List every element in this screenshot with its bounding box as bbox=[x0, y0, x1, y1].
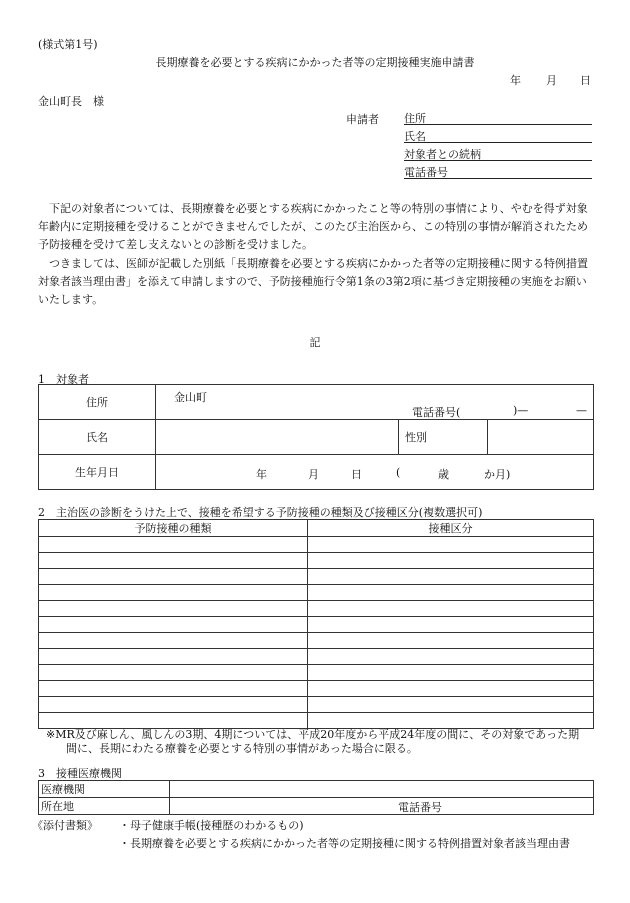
vaccine-category-cell[interactable] bbox=[308, 665, 594, 681]
vaccine-category-cell[interactable] bbox=[308, 633, 594, 649]
attachment-item: ・長期療養を必要とする疾病にかかった者等の定期接種に関する特例措置対象者該当理由書 bbox=[119, 837, 570, 850]
date-year-label: 年 bbox=[510, 74, 521, 87]
form-number: (様式第1号) bbox=[38, 38, 98, 51]
institution-value-cell[interactable] bbox=[170, 781, 594, 798]
vaccine-type-cell[interactable] bbox=[39, 681, 308, 697]
attachment-item: ・母子健康手帳(接種歴のわかるもの) bbox=[119, 819, 304, 832]
section3-heading: 3 接種医療機関 bbox=[38, 767, 122, 780]
applicant-label: 申請者 bbox=[346, 113, 379, 126]
section1-heading: 1 対象者 bbox=[38, 373, 89, 386]
vaccine-category-cell[interactable] bbox=[308, 681, 594, 697]
date-day-label: 日 bbox=[580, 74, 591, 87]
ki-heading: 記 bbox=[309, 336, 321, 349]
vaccine-note-line-1: ※MR及び麻しん、風しんの3期、4期については、平成20年度から平成24年度の間に、その対象であった期 bbox=[46, 728, 580, 741]
vaccine-category-cell[interactable] bbox=[308, 585, 594, 601]
addressee: 金山町長 様 bbox=[38, 95, 104, 108]
dob-months: か月) bbox=[484, 468, 511, 481]
vaccine-category-cell[interactable] bbox=[308, 617, 594, 633]
attachments-label: 《添付書類》 bbox=[32, 819, 98, 832]
vaccine-type-cell[interactable] bbox=[39, 585, 308, 601]
name-value-cell[interactable] bbox=[156, 420, 399, 455]
vaccine-type-cell[interactable] bbox=[39, 537, 308, 553]
section2-heading: 2 主治医の診断をうけた上で、接種を希望する予防接種の種類及び接種区分(複数選択可) bbox=[38, 506, 483, 519]
dob-open-paren: ( bbox=[396, 466, 401, 479]
vaccine-type-cell[interactable] bbox=[39, 553, 308, 569]
phone-label: 電話番号( bbox=[412, 406, 461, 419]
clinic-table bbox=[38, 780, 594, 815]
vaccine-type-cell[interactable] bbox=[39, 665, 308, 681]
vaccine-category-cell[interactable] bbox=[308, 553, 594, 569]
applicant-phone-field[interactable] bbox=[404, 164, 592, 179]
institution-label-cell: 医療機関 bbox=[39, 781, 170, 798]
applicant-phone-label: 電話番号 bbox=[404, 166, 448, 179]
dob-label-cell: 生年月日 bbox=[39, 455, 156, 490]
applicant-name-field[interactable] bbox=[404, 128, 592, 143]
vaccine-category-header: 接種区分 bbox=[308, 520, 594, 537]
dob-age: 歳 bbox=[438, 468, 449, 481]
vaccine-category-cell[interactable] bbox=[308, 601, 594, 617]
body-paragraph-1: 下記の対象者については、長期療養を必要とする疾病にかかったこと等の特別の事情により、やむを得ず対象年齢内に定期接種を受けることができませんでしたが、このたび主治医から、この特別の事情が解消されたため予防接種を受けて差し支えないとの診断を受けました。 bbox=[38, 202, 588, 251]
dob-value-cell[interactable] bbox=[156, 455, 594, 490]
sex-value-cell[interactable] bbox=[488, 420, 594, 455]
vaccine-table bbox=[38, 519, 594, 729]
vaccine-category-cell[interactable] bbox=[308, 697, 594, 713]
vaccine-category-cell[interactable] bbox=[308, 569, 594, 585]
date-month-label: 月 bbox=[546, 74, 557, 87]
location-value-cell[interactable] bbox=[170, 798, 594, 815]
vaccine-type-cell[interactable] bbox=[39, 697, 308, 713]
phone-dash: — bbox=[576, 404, 587, 417]
vaccine-type-cell[interactable] bbox=[39, 569, 308, 585]
applicant-name-label: 氏名 bbox=[404, 130, 426, 143]
applicant-relation-field[interactable] bbox=[404, 146, 592, 161]
document-title: 長期療養を必要とする疾病にかかった者等の定期接種実施申請書 bbox=[155, 56, 475, 69]
address-value-cell[interactable] bbox=[156, 385, 594, 420]
vaccine-type-cell[interactable] bbox=[39, 649, 308, 665]
vaccine-type-header: 予防接種の種類 bbox=[39, 520, 308, 537]
vaccine-type-cell[interactable] bbox=[39, 633, 308, 649]
applicant-address-field[interactable] bbox=[404, 110, 592, 125]
sex-label-cell: 性別 bbox=[399, 420, 488, 455]
vaccine-type-cell[interactable] bbox=[39, 601, 308, 617]
subject-table bbox=[38, 384, 594, 490]
address-value: 金山町 bbox=[174, 391, 207, 404]
location-label-cell: 所在地 bbox=[39, 798, 170, 815]
dob-month: 月 bbox=[308, 468, 319, 481]
vaccine-category-cell[interactable] bbox=[308, 649, 594, 665]
phone-close: )— bbox=[513, 404, 529, 417]
applicant-relation-label: 対象者との続柄 bbox=[404, 148, 481, 161]
clinic-phone-label: 電話番号 bbox=[398, 801, 442, 814]
applicant-address-label: 住所 bbox=[404, 112, 426, 125]
address-label-cell: 住所 bbox=[39, 385, 156, 420]
dob-year: 年 bbox=[256, 468, 267, 481]
vaccine-category-cell[interactable] bbox=[308, 537, 594, 553]
vaccine-note-line-2: 間に、長期にわたる療養を必要とする特別の事情があった場合に限る。 bbox=[66, 742, 418, 755]
name-label-cell: 氏名 bbox=[39, 420, 156, 455]
dob-day: 日 bbox=[351, 468, 362, 481]
vaccine-type-cell[interactable] bbox=[39, 617, 308, 633]
body-paragraph-2: つきましては、医師が記載した別紙「長期療養を必要とする疾病にかかった者等の定期接種に関する特例措置対象者該当理由書」を添えて申請しますので、予防接種施行令第1条の3第2項に基づき定期接種の実施をお願いいたします。 bbox=[38, 257, 588, 306]
